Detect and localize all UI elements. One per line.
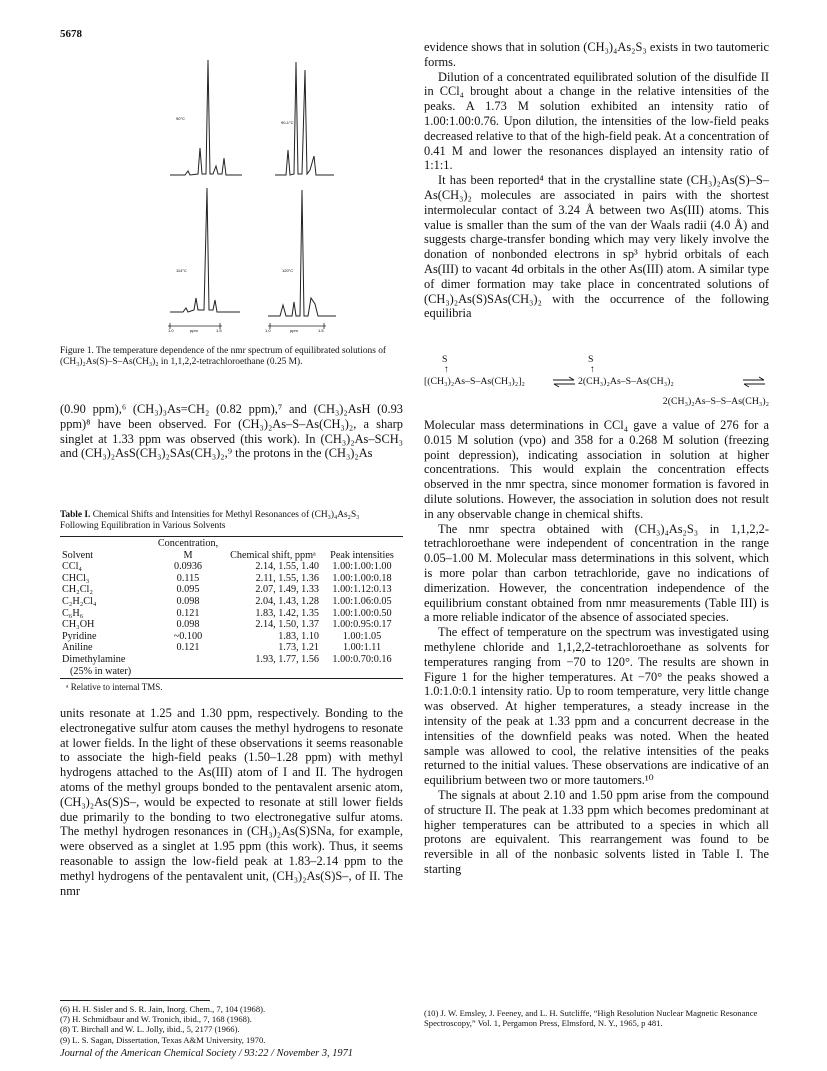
- axis-tick-label: 1.0: [265, 328, 271, 333]
- right-paragraph-4: Molecular mass determinations in CCl₄ gave a value of 276 for a 0.015 M solution (vpo) and 358 for a 0.268 M solution (freezing point depression), indicating association in solution at higher concentrations. This would explain the concentration effects observed in the nmr spectra, since monomer formation is favored in dilute solutions. However, the association in solution does not result in any observable change in chemical shifts.: [424, 418, 769, 521]
- col-header-intensities: Peak intensities: [330, 549, 394, 561]
- spectrum-panel-3: [170, 188, 240, 312]
- left-paragraph-2: units resonate at 1.25 and 1.30 ppm, respectively. Bonding to the electronegative sulfur atom causes the methyl hydrogens to resonate at lower fields. In the light of these observations it seems reasonable to associate the high-field peaks (1.50–1.28 ppm) with methyl hydrogens attached to the As(III) atom of I and II. The hydrogen atoms of the methyl groups bonded to the pentavalent arsenic atom, (CH₃)₂As(S)S–, would be expected to resonate at still lower fields due primarily to the bonding to two electronegative sulfur atoms. The methyl hydrogen resonances in (CH₃)₂As(S)SNa, for example, were observed as a singlet at 1.95 ppm (this work). Thus, it seems reasonable to assign the low-field peak at 1.83–2.14 ppm to the methyl hydrogens of the pentavalent unit, (CH₃)₂As(S)S–, of II. The nmr: [60, 706, 403, 898]
- footnotes-left: [60, 1004, 403, 1045]
- cell-intensity: 1.00:1.12:0.13: [332, 584, 392, 596]
- spectrum-panel-2: [275, 62, 334, 175]
- cell-solvent: CHCl₃: [62, 572, 90, 584]
- cell-intensity: 1.00:1.00:0.50: [332, 607, 392, 619]
- table-row: [60, 631, 403, 643]
- eq-monomer: 2(CH₃)₂As–S–As(CH₃)₂: [578, 376, 674, 387]
- eq-disulfide: 2(CH₃)₂As–S–S–As(CH₃)₂: [662, 396, 769, 407]
- cell-concentration: 0.0936: [173, 561, 202, 573]
- axis-tick-label: 1.0: [168, 328, 174, 333]
- table-grid: [60, 538, 403, 677]
- eq-arrow-2: ↑: [590, 364, 595, 375]
- cell-solvent: CH₃OH: [62, 619, 95, 631]
- cell-intensity: [321, 666, 403, 678]
- cell-intensity: 1.00:1.11: [342, 642, 382, 654]
- table-body: [60, 561, 403, 677]
- panel-4-temp-label: 120°C: [282, 268, 294, 273]
- right-paragraph-7: The signals at about 2.10 and 1.50 ppm arise from the compound of structure II. The peak at 1.33 ppm which becomes predominant at higher temperatures can be attributed to a species in which all protons are equivalent. This rearrangement was found to be reversible in all of the nonbasic solvents listed in Table I. The starting: [424, 787, 769, 876]
- table-label: Table I.: [60, 510, 91, 520]
- footnote-7: (7) H. Schmidbaur and W. Tronich, ibid., 7, 168 (1968).: [60, 1014, 252, 1025]
- left-column-top: [60, 402, 403, 461]
- cell-solvent: Aniline: [62, 642, 93, 654]
- table-row: [60, 666, 403, 678]
- cell-concentration: 0.095: [176, 584, 200, 596]
- cell-concentration: 0.115: [176, 572, 200, 584]
- table-row: [60, 608, 403, 620]
- cell-intensity: 1.00:1.00:0.18: [332, 572, 392, 584]
- spectrum-panel-4: [268, 190, 336, 316]
- cell-shift: 2.11, 1.55, 1.36: [255, 572, 319, 584]
- figure-caption: Figure 1. The temperature dependence of the nmr spectrum of equilibrated solutions of (CH₃)₂As(S)–S–As(CH₃)₂ in 1,1,2,2-tetrachloroethane (0.25 M).: [60, 346, 387, 368]
- cell-shift: 2.07, 1.49, 1.33: [255, 584, 319, 596]
- page-number: 5678: [60, 28, 82, 40]
- cell-solvent: C₂H₂Cl₄: [62, 595, 97, 607]
- cell-shift: 1.93, 1.77, 1.56: [255, 653, 319, 665]
- table-row: [60, 561, 403, 573]
- table-1: [60, 536, 403, 692]
- panel-1-temp-label: 90°C: [176, 116, 185, 121]
- footnote-rule-left: [60, 1000, 210, 1001]
- table-row: [60, 596, 403, 608]
- cell-solvent: CCl₄: [62, 561, 82, 573]
- cell-intensity: 1.00:1.05: [342, 630, 382, 642]
- eq-sulfur-1: S: [442, 354, 448, 365]
- cell-shift: 1.83, 1.10: [278, 630, 319, 642]
- cell-intensity: 1.00:0.70:0.16: [332, 653, 392, 665]
- cell-concentration: [151, 654, 225, 666]
- cell-intensity: 1.00:1.00:1.00: [332, 561, 392, 573]
- footnote-6: (6) H. H. Sisler and S. R. Jain, Inorg. Chem., 7, 104 (1968).: [60, 1004, 266, 1014]
- col-header-solvent: Solvent: [62, 549, 94, 561]
- cell-intensity: 1.00:1.06:0.05: [332, 595, 392, 607]
- left-paragraph-1: (0.90 ppm),⁶ (CH₃)₃As=CH₂ (0.82 ppm),⁷ and (CH₃)₂AsH (0.93 ppm)⁸ have been observed. For (CH₃)₂As–S–As(CH₃)₂, a sharp singlet at 1.33 ppm was observed (this work). In (CH₃)₂As–SCH₃ and (CH₃)₂AsS(CH₃)₂SAs(CH₃)₂,⁹ the protons in the (CH₃)₂As: [60, 402, 403, 461]
- right-paragraph-6: The effect of temperature on the spectrum was investigated using methylene chloride and 1,1,2,2-tetrachloroethane as solvents for temperatures ranging from −70 to 120°. The results are shown in Figure 1 for the higher temperatures. At −70° the peaks showed a 1.0:1.0:0.1 intensity ratio. Up to room temperature, very little change was observed. At higher temperatures, a steady increase in the intensity of the peak at 1.33 ppm and a concurrent decrease in the intensities of the downfield peaks was noted. When the heated sample was allowed to cool, the relative intensities of the peaks returned to the initial values. These observations are indicative of an equilibrium between two or more tautomers.¹⁰: [424, 625, 769, 788]
- cell-shift: 1.73, 1.21: [278, 642, 319, 654]
- cell-intensity: 1.00:0.95:0.17: [332, 619, 392, 631]
- cell-solvent: (25% in water): [70, 665, 132, 677]
- table-row: [60, 642, 403, 654]
- table-caption: Chemical Shifts and Intensities for Methyl Resonances of (CH₃)₄As₂S₃ Following Equilibration in Various Solvents: [60, 510, 360, 532]
- eq-arrow-1: ↑: [444, 364, 449, 375]
- cell-solvent: CH₂Cl₂: [62, 584, 93, 596]
- table-title: [60, 510, 400, 532]
- equilibrium-equation: [424, 354, 769, 414]
- cell-concentration: [151, 666, 225, 678]
- journal-footer: Journal of the American Chemical Society / 93:22 / November 3, 1971: [60, 1048, 353, 1059]
- right-paragraph-2: Dilution of a concentrated equilibrated solution of the disulfide II in CCl₄ brought about a change in the relative intensities of the peaks. A 1.73 M solution exhibited an intensity ratio of 1.00:1.00:0.76. Upon dilution, the intensities of the low-field peaks decreased relative to that of the high-field peak. At a concentration of 0.41 M and lower the resonances displayed an intensity ratio of 1:1:1.: [424, 69, 769, 173]
- cell-concentration: 0.098: [176, 619, 200, 631]
- cell-solvent: C₆H₆: [62, 607, 84, 619]
- axis-tick-label: 1.5: [216, 328, 222, 333]
- footnote-9: (9) L. S. Sagan, Dissertation, Texas A&M University, 1970.: [60, 1034, 266, 1045]
- panel-3-temp-label: 114°C: [176, 268, 187, 273]
- left-column-bottom: [60, 706, 403, 898]
- panel-2-temp-label: 90-1°C: [281, 120, 294, 125]
- table-row: [60, 654, 403, 666]
- eq-dimer: [(CH₃)₂As–S–As(CH₃)₂]₂: [424, 376, 525, 387]
- axis-tick-label: 1.5: [318, 328, 324, 333]
- equilibrium-arrow-2: [742, 376, 766, 388]
- eq-sulfur-2: S: [588, 354, 594, 365]
- axis-unit-label: ppm: [190, 328, 198, 333]
- col-header-concentration: Concentration, M: [157, 538, 219, 561]
- right-paragraph-1: evidence shows that in solution (CH₃)₄As₂S₃ exists in two tautomeric forms.: [424, 40, 769, 69]
- table-footnote: ᵃ Relative to internal TMS.: [66, 682, 163, 693]
- right-column-top: [424, 40, 769, 321]
- footnote-10: (10) J. W. Emsley, J. Feeney, and L. H. Sutcliffe, “High Resolution Nuclear Magnetic Resonance Spectroscopy,” Vol. 1, Pergamon Press, Elmsford, N. Y., 1965, p 481.: [424, 1008, 758, 1029]
- cell-concentration: 0.098: [176, 595, 200, 607]
- right-paragraph-5: The nmr spectra obtained with (CH₃)₄As₂S₃ in 1,1,2,2-tetrachloroethane were independent of concentration in the range 0.05–1.00 M. Molecular mass determinations in this solvent, which is more polar than carbon tetrachloride, gave no indications of dimerization. However, the concentration independence of the equilibrium constant obtained from nmr measurements (Table III) is a more reliable indicator of the absence of associated species.: [424, 521, 769, 625]
- cell-solvent: Pyridine: [62, 630, 97, 642]
- cell-shift: 2.14, 1.55, 1.40: [255, 561, 319, 573]
- equilibrium-arrow-1: [552, 376, 576, 388]
- cell-concentration: ~0.100: [173, 630, 203, 642]
- nmr-figure: [150, 40, 390, 340]
- table-row: [60, 619, 403, 631]
- cell-concentration: 0.121: [176, 607, 200, 619]
- cell-shift: 2.04, 1.43, 1.28: [255, 595, 319, 607]
- table-row: [60, 584, 403, 596]
- footnote-8: (8) T. Birchall and W. L. Jolly, ibid., 5, 2177 (1966).: [60, 1024, 240, 1035]
- cell-shift: 2.14, 1.50, 1.37: [255, 619, 319, 631]
- right-paragraph-3: It has been reported⁴ that in the crystalline state (CH₃)₂As(S)–S–As(CH₃)₂ molecules are associated in pairs with the shortest intermolecular contact of 3.24 Å between two As(III) atoms. This value is smaller than the sum of the van der Waals radii (4.0 Å) and suggests charge-transfer bonding which may very likely involve the donation of nonbonded electrons in sp³ hybrid orbitals of each As(III) to vacant 4d orbitals in the other As(III) atom. A similar type of dimer formation may take place in concentrated solutions of (CH₃)₂As(S)SAs(CH₃)₂ with the occurrence of the following equilibria: [424, 173, 769, 321]
- cell-solvent: Dimethylamine: [62, 653, 126, 665]
- right-column-bottom: [424, 418, 769, 877]
- cell-shift: 1.83, 1.42, 1.35: [255, 607, 319, 619]
- cell-concentration: 0.121: [176, 642, 200, 654]
- col-header-shift: Chemical shift, ppmᵃ: [230, 549, 316, 561]
- axis-unit-label: ppm: [290, 328, 298, 333]
- table-row: [60, 573, 403, 585]
- cell-shift: [225, 666, 321, 678]
